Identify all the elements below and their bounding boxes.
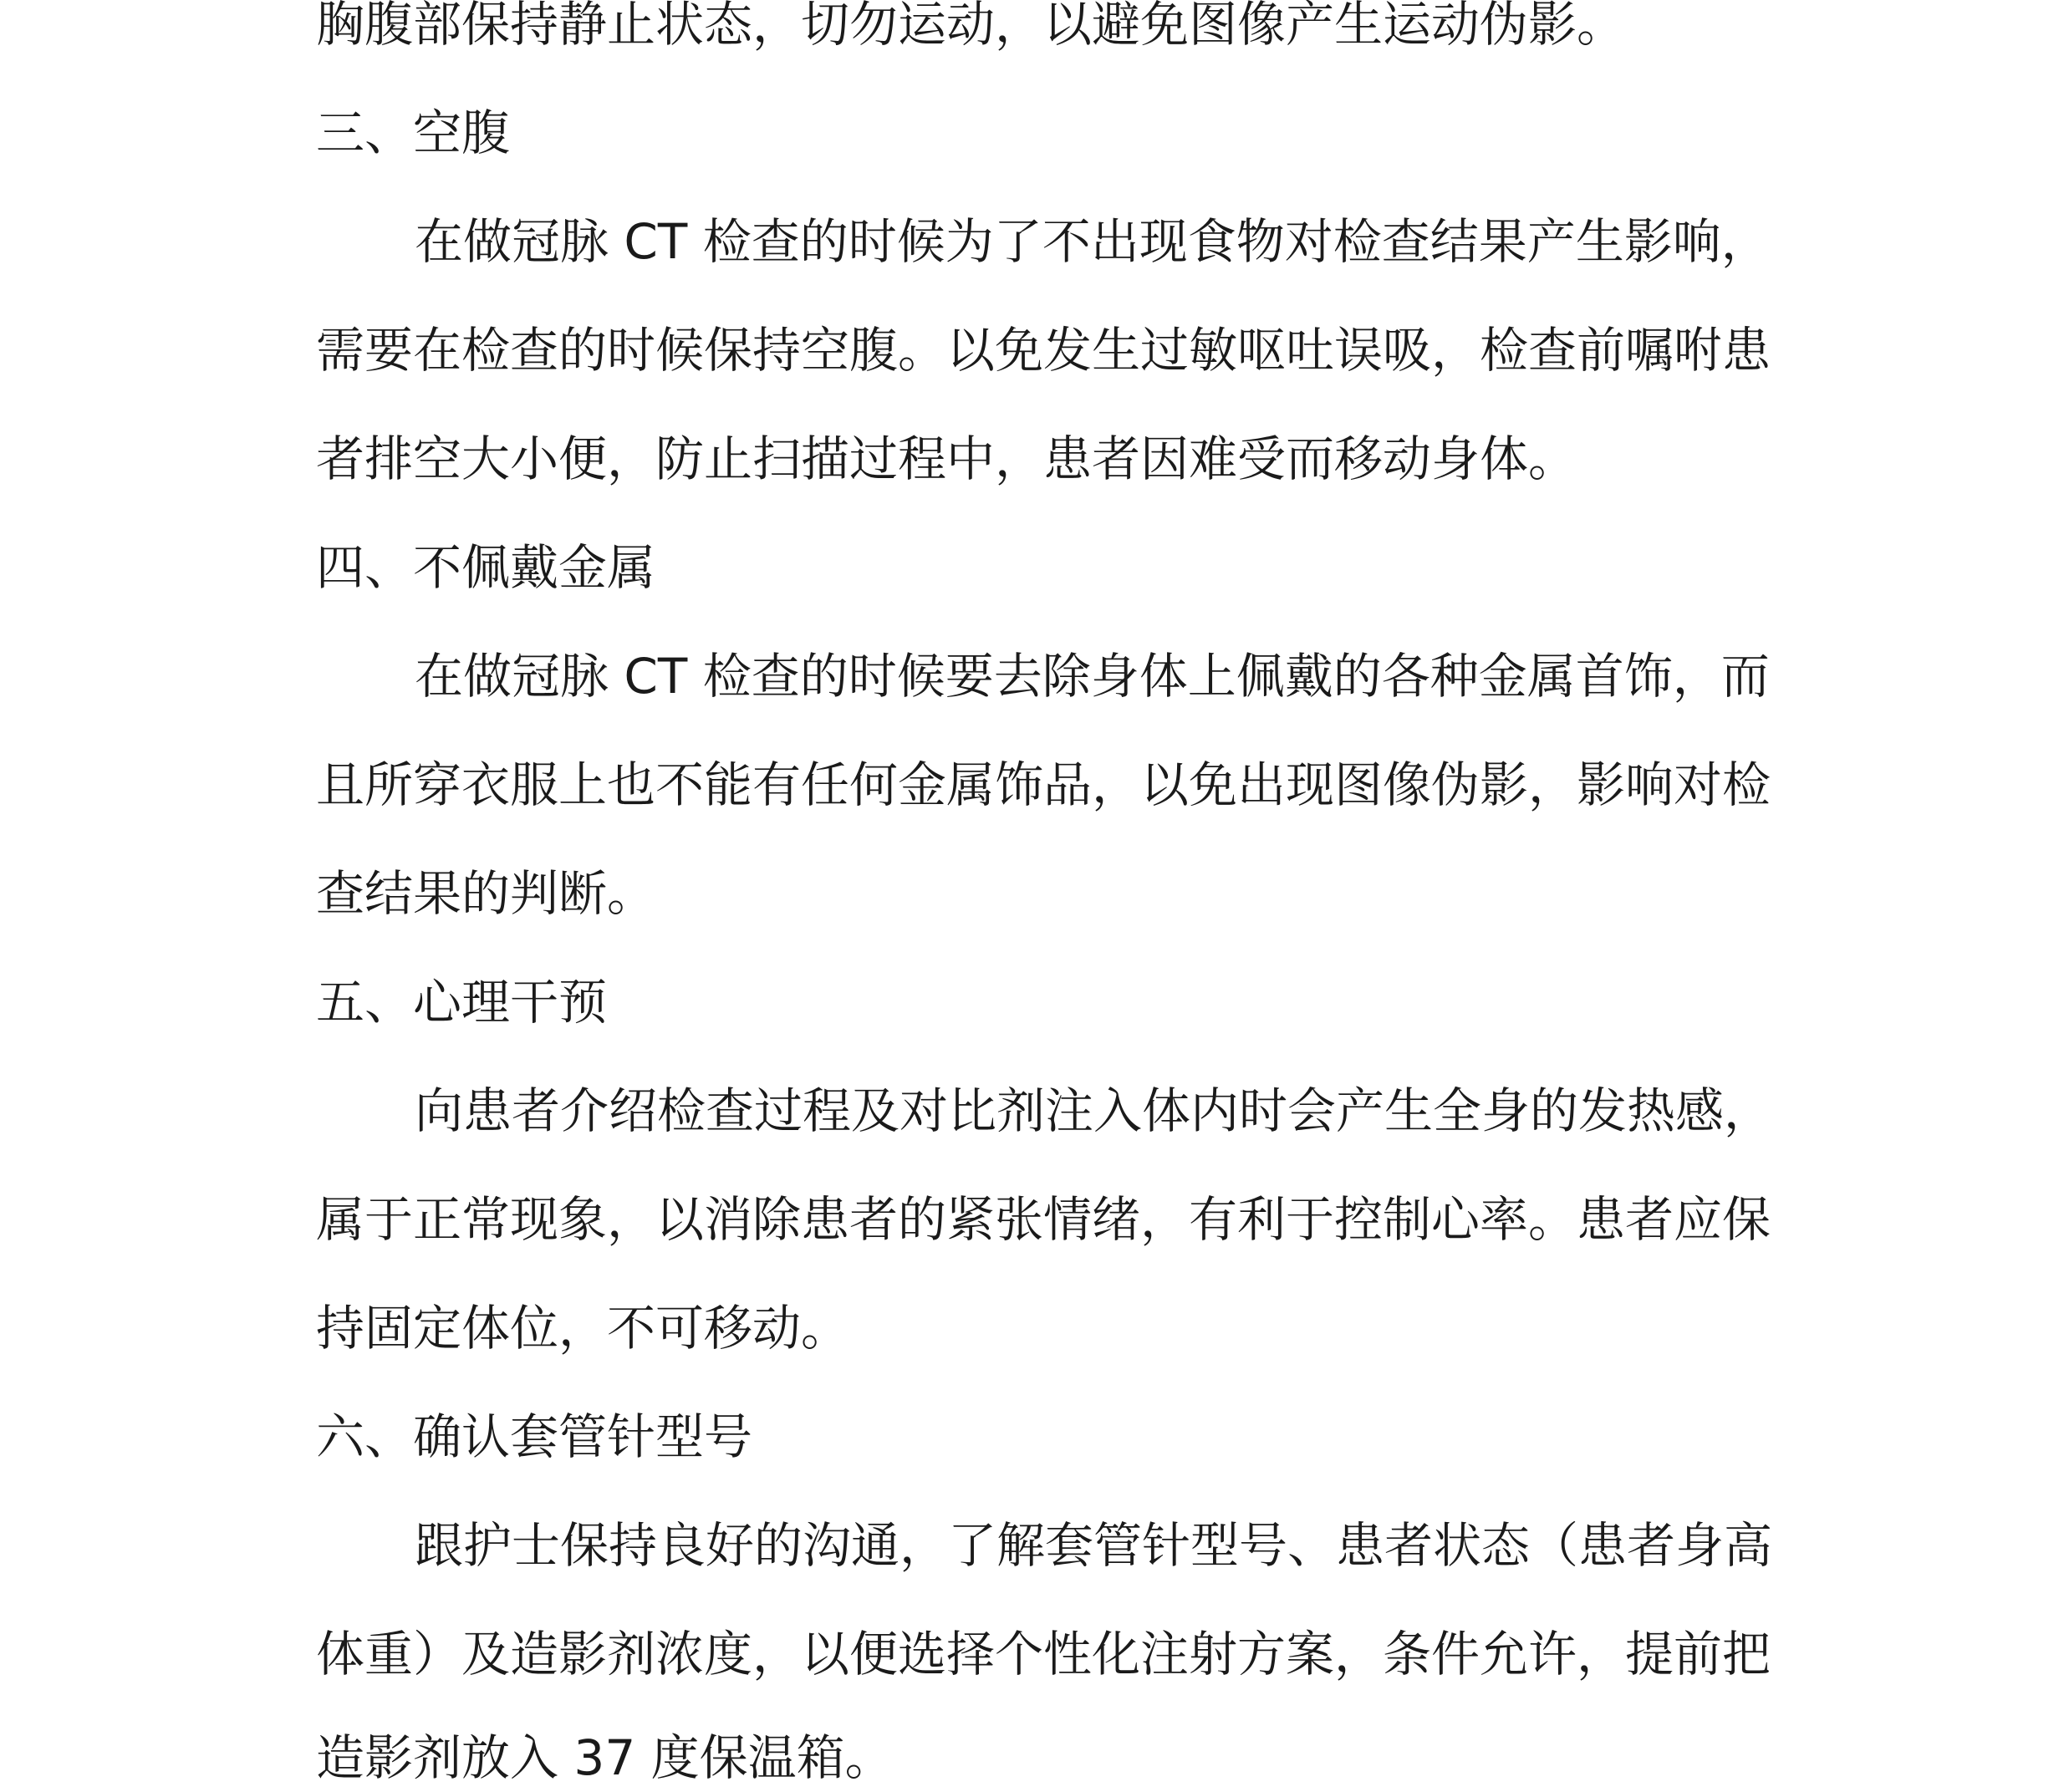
paragraph-line: 持固定体位，不可移动。	[316, 1300, 850, 1357]
paragraph-line: 属于正常现象，以消除患者的紧张情绪，有利于控制心率。患者应保	[316, 1191, 1771, 1248]
paragraph-line: 跟护士保持良好的沟通，了解套管针型号、患者状态（患者身高	[415, 1517, 1773, 1574]
section-heading-fasting: 三、空腹	[316, 104, 511, 161]
section-heading-cannula: 六、确认套管针型号	[316, 1408, 753, 1465]
paragraph-line: 向患者介绍检查过程及对比剂注入体内时会产生全身的发热感，	[415, 1082, 1773, 1139]
paragraph-line: 在做冠脉 CT 检查的时候要去除身体上佩戴的各种金属首饰，而	[415, 648, 1770, 705]
paragraph-line: 体重）及造影剂浓度，以便选择个性化注射方案，条件允许，提前把	[316, 1626, 1771, 1683]
paragraph-line: 查结果的判断。	[316, 865, 656, 922]
paragraph-line: 者排空大小便，防止扫描过程中，患者因难受而移动身体。	[316, 430, 1577, 487]
paragraph-continuation-line: 胸腹部保持静止状态，切勿运动，以避免图像产生运动伪影。	[316, 0, 1626, 53]
section-heading-psychological: 五、心理干预	[316, 974, 608, 1031]
paragraph-line: 在做冠脉 CT 检查的时候为了不出现食物对检查结果产生影响，	[415, 213, 1770, 270]
paragraph-line: 需要在检查的时候保持空腹。以免发生过敏呕吐误吸，检查前嘱咐患	[316, 322, 1771, 379]
paragraph-line: 且所穿衣服上也不能有任何金属饰品，以免出现图像伪影，影响对检	[316, 756, 1771, 813]
paragraph-line: 造影剂放入 37 度保温箱。	[316, 1729, 894, 1786]
section-heading-no-metal: 四、不佩戴金属	[316, 539, 656, 596]
